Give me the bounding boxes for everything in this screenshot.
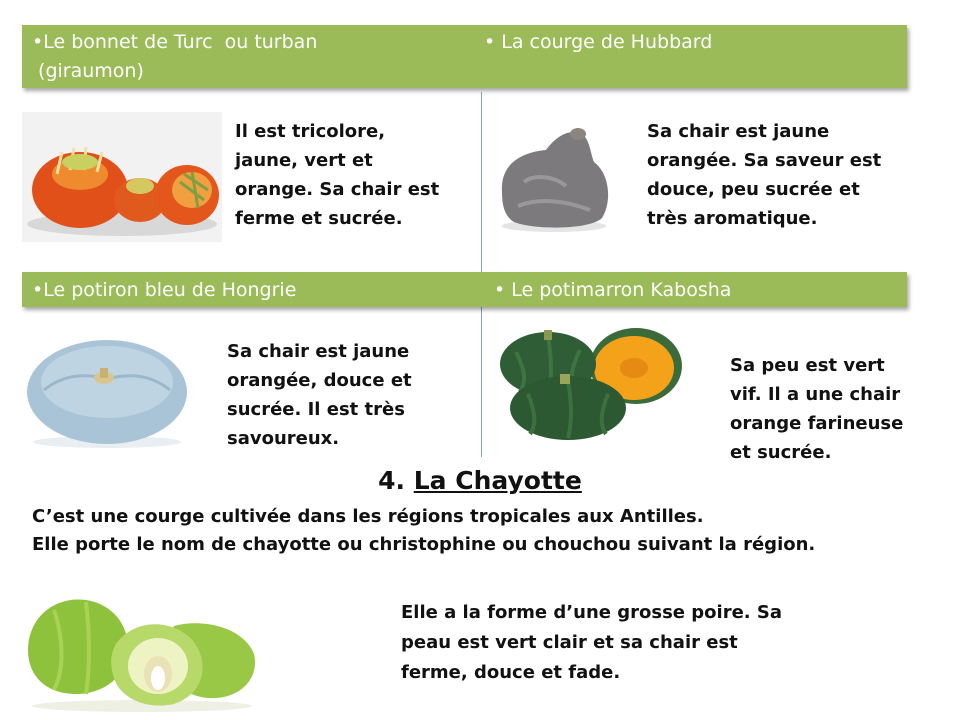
hungarian-blue-squash-image	[24, 330, 190, 448]
banner-1-left-label: •Le bonnet de Turc ou turban	[32, 31, 318, 53]
chayote-description-line: ferme, douce et fade.	[401, 662, 621, 683]
banner-2-right-label: • Le potimarron Kabosha	[494, 279, 732, 301]
section-intro	[32, 503, 815, 559]
kabocha-description-line: Sa peu est vert	[730, 355, 885, 376]
hubbard-description	[647, 117, 881, 233]
chayote-description	[401, 598, 782, 688]
hubbard-squash-image	[494, 122, 614, 234]
section-intro-line: C’est une courge cultivée dans les régions tropicales aux Antilles.	[32, 506, 704, 527]
banner-2	[22, 272, 907, 307]
turban-squash-image	[22, 112, 222, 242]
hubbard-description-line: Sa chair est jaune	[647, 121, 830, 142]
hungarian-blue-description	[227, 337, 412, 453]
turban-description-line: ferme et sucrée.	[235, 208, 403, 229]
section-title-text: La Chayotte	[413, 466, 582, 495]
hungarian-blue-description-line: Sa chair est jaune	[227, 341, 410, 362]
chayote-description-line: peau est vert clair et sa chair est	[401, 632, 738, 653]
banner-1-right-label: • La courge de Hubbard	[484, 31, 713, 53]
hungarian-blue-description-line: orangée, douce et	[227, 370, 412, 391]
hungarian-blue-description-line: sucrée. Il est très	[227, 399, 405, 420]
banner-2-left-label: •Le potiron bleu de Hongrie	[32, 279, 297, 301]
kabocha-description-line: vif. Il a une chair	[730, 384, 901, 405]
turban-description	[235, 117, 439, 233]
hubbard-description-line: douce, peu sucrée et	[647, 179, 860, 200]
chayote-description-line: Elle a la forme d’une grosse poire. Sa	[401, 602, 782, 623]
hubbard-description-line: très aromatique.	[647, 208, 818, 229]
hungarian-blue-description-line: savoureux.	[227, 428, 340, 449]
section-title	[0, 464, 960, 498]
section-intro-line: Elle porte le nom de chayotte ou christophine ou chouchou suivant la région.	[32, 534, 816, 555]
banner-1-left-label-line2: (giraumon)	[32, 60, 144, 82]
banner-1	[22, 25, 907, 88]
kabocha-squash-image	[496, 322, 688, 442]
section-number: 4.	[378, 466, 414, 495]
kabocha-description-line: et sucrée.	[730, 442, 832, 463]
turban-description-line: Il est tricolore,	[235, 121, 386, 142]
chayote-image	[24, 590, 260, 712]
turban-description-line: orange. Sa chair est	[235, 179, 440, 200]
kabocha-description	[730, 351, 903, 467]
turban-description-line: jaune, vert et	[235, 150, 373, 171]
kabocha-description-line: orange farineuse	[730, 413, 904, 434]
hubbard-description-line: orangée. Sa saveur est	[647, 150, 882, 171]
